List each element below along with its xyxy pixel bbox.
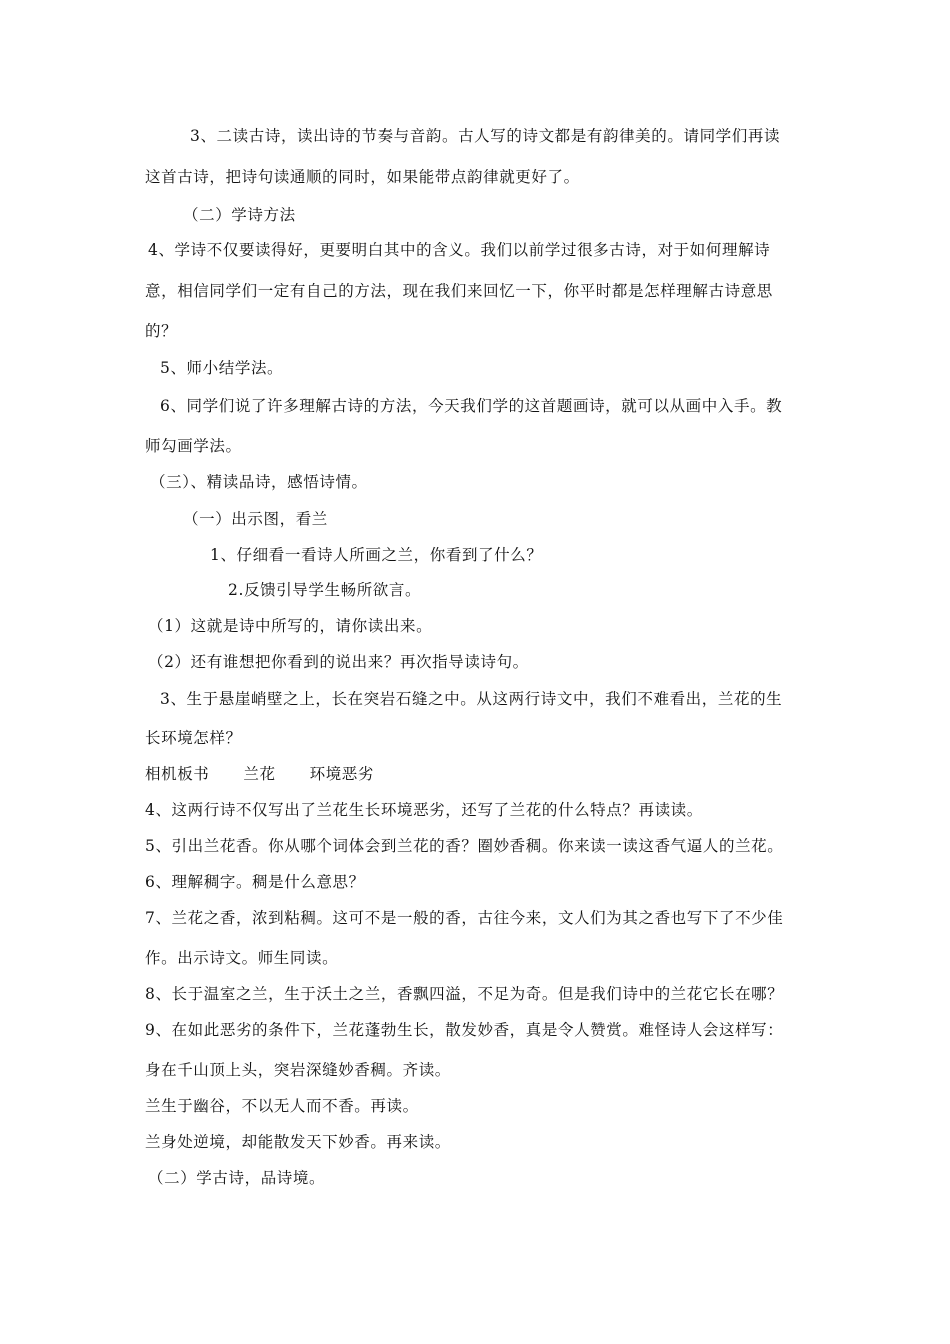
paragraph-line: 5、引出兰花香。你从哪个词体会到兰花的香？圈妙香稠。你来读一读这香气逼人的兰花。: [145, 837, 784, 855]
paragraph-line: 兰身处逆境，却能散发天下妙香。再来读。: [145, 1133, 451, 1151]
paragraph-line: 9、在如此恶劣的条件下，兰花蓬勃生长，散发妙香，真是令人赞赏。难怪诗人会这样写：: [145, 1021, 784, 1039]
board-notes-item: 环境恶劣: [309, 765, 375, 783]
paragraph-line: 意，相信同学们一定有自己的方法，现在我们来回忆一下，你平时都是怎样理解古诗意思: [145, 282, 773, 300]
paragraph-line: 6、同学们说了许多理解古诗的方法，今天我们学的这首题画诗，就可以从画中入手。教: [160, 397, 783, 415]
paragraph-line: 这首古诗，把诗句读通顺的同时，如果能带点韵律就更好了。: [145, 168, 580, 186]
paragraph-line: 师勾画学法。: [145, 437, 242, 455]
paragraph-line: 5、师小结学法。: [160, 359, 284, 377]
paragraph-line: 长环境怎样？: [145, 729, 242, 747]
paragraph-line: 2.反馈引导学生畅所欲言。: [228, 581, 422, 599]
paragraph-line: 3、二读古诗，读出诗的节奏与音韵。古人写的诗文都是有韵律美的。请同学们再读: [190, 127, 781, 145]
section-heading: （一）出示图，看兰: [183, 510, 328, 528]
paragraph-line: 1、仔细看一看诗人所画之兰，你看到了什么？: [210, 546, 543, 564]
board-notes-label: 相机板书: [145, 765, 210, 783]
paragraph-line: （2）还有谁想把你看到的说出来？再次指导读诗句。: [148, 653, 529, 671]
paragraph-line: 作。出示诗文。师生同读。: [145, 949, 339, 967]
paragraph-line: 3、生于悬崖峭壁之上，长在突岩石缝之中。从这两行诗文中，我们不难看出，兰花的生: [160, 690, 783, 708]
section-heading: （二）学古诗，品诗境。: [148, 1169, 326, 1187]
paragraph-line: 的？: [145, 322, 178, 340]
section-heading: （三）、精读品诗，感悟诗情。: [150, 473, 368, 491]
paragraph-line: 8、长于温室之兰，生于沃土之兰，香飘四溢，不足为奇。但是我们诗中的兰花它长在哪？: [145, 985, 784, 1003]
paragraph-line: 4、这两行诗不仅写出了兰花生长环境恶劣，还写了兰花的什么特点？再读读。: [145, 801, 703, 819]
paragraph-line: 兰生于幽谷，不以无人而不香。再读。: [145, 1097, 419, 1115]
board-notes-line: [145, 764, 374, 784]
paragraph-line: 7、兰花之香，浓到粘稠。这可不是一般的香，古往今来，文人们为其之香也写下了不少佳: [145, 909, 784, 927]
paragraph-line: 身在千山顶上头，突岩深缝妙香稠。齐读。: [145, 1061, 451, 1079]
paragraph-line: （1）这就是诗中所写的，请你读出来。: [148, 617, 433, 635]
section-heading: （二）学诗方法: [183, 206, 296, 224]
paragraph-line: 4、学诗不仅要读得好，更要明白其中的含义。我们以前学过很多古诗，对于如何理解诗: [148, 241, 771, 259]
paragraph-line: 6、理解稠字。稠是什么意思？: [145, 873, 365, 891]
board-notes-item: 兰花: [243, 765, 276, 783]
